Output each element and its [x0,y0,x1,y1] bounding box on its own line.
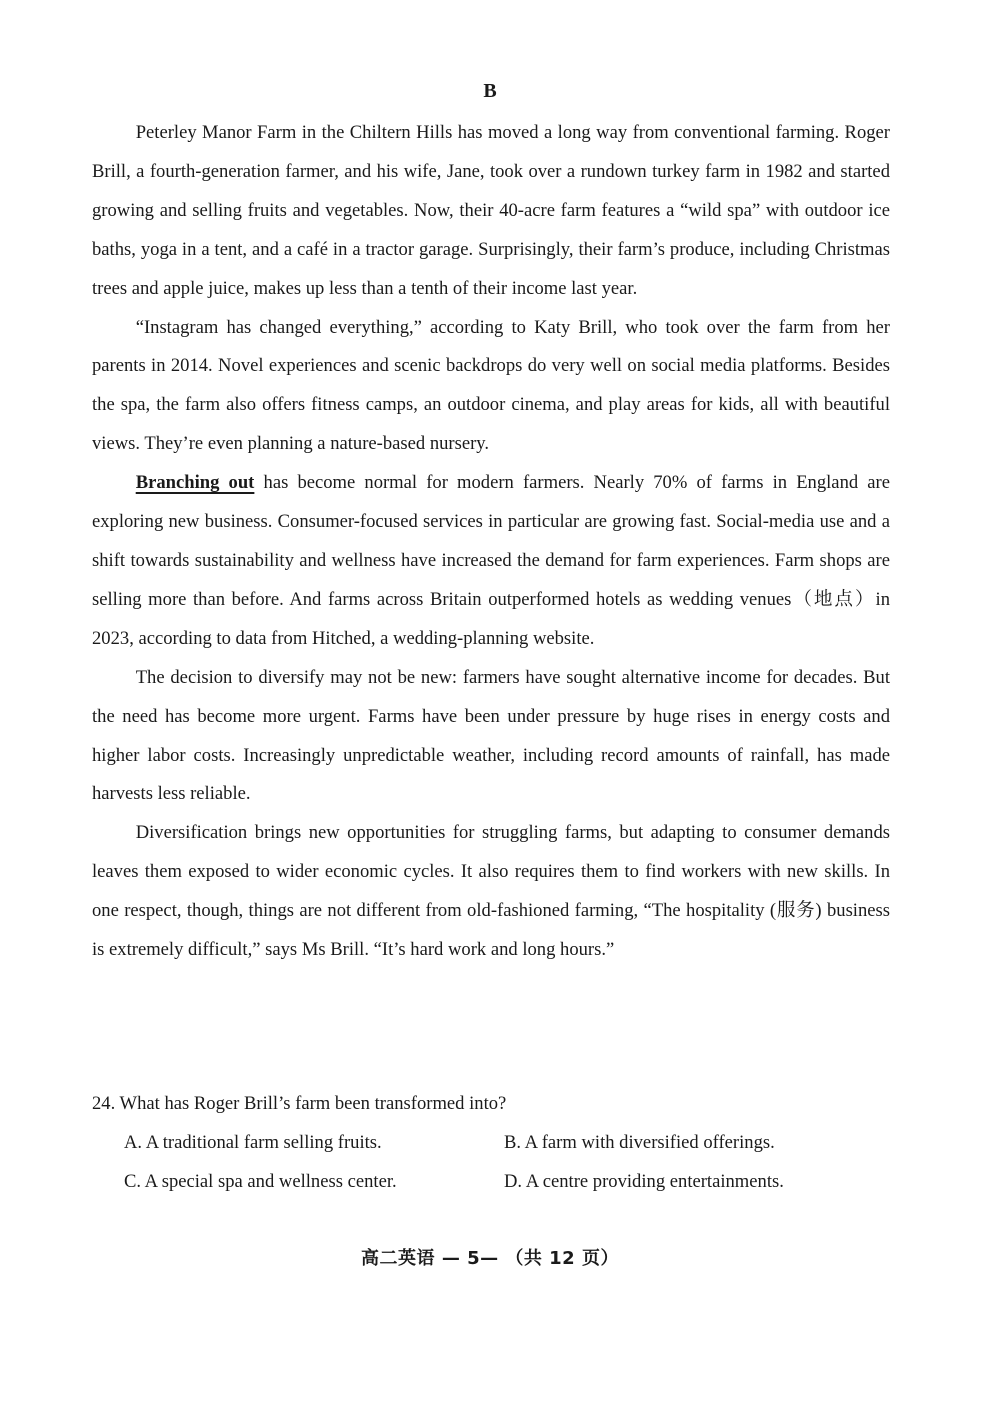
passage-paragraph-3 [92,464,890,659]
reading-passage [92,114,890,970]
question-24 [92,1085,892,1123]
options-row-2 [124,1162,884,1201]
underlined-phrase: Branching out [135,472,255,494]
question-stem: 24. What has Roger Brill’s farm been transformed into? [92,1093,507,1114]
passage-paragraph-2: “Instagram has changed everything,” according to Katy Brill, who took over the farm from her parents in 2014. Novel experiences and scenic backdrops do very well on social media platforms. Besides the spa, the farm also offers fitness camps, an outdoor cinema, and play areas for kids, all with beautiful views. They’re even planning a nature-based nursery. [92,316,890,455]
options-row-1 [124,1123,884,1162]
option-c[interactable]: C. A special spa and wellness center. [124,1171,397,1192]
passage-paragraph-4: The decision to diversify may not be new: farmers have sought alternative income for decades. But the need has become more urgent. Farms have been under pressure by huge rises in energy costs and higher labor costs. Increasingly unpredictable weather, including record amounts of rainfall, has made harvests less reliable. [92,666,890,805]
section-heading: B [483,80,497,102]
page-footer: 高二英语 — 5— （共 12 页） [361,1248,619,1269]
option-d[interactable]: D. A centre providing entertainments. [504,1171,784,1192]
passage-paragraph-1: Peterley Manor Farm in the Chiltern Hills has moved a long way from conventional farming. Roger Brill, a fourth-generation farmer, and his wife, Jane, took over a rundown turkey farm in 1982 and started growing and selling fruits and vegetables. Now, their 40-acre farm features a “wild spa” with outdoor ice baths, yoga in a tent, and a café in a tractor garage. Surprisingly, their farm’s produce, including Christmas trees and apple juice, makes up less than a tenth of their income last year. [92,122,890,299]
answer-options [124,1123,884,1201]
option-a[interactable]: A. A traditional farm selling fruits. [124,1132,382,1153]
paragraph-3-text: has become normal for modern farmers. Nearly 70% of farms in England are exploring new business. Consumer-focused services in particular are growing fast. Social-media use and a shift towards sustainability and wellness have increased the demand for farm experiences. Farm shops are selling more than before. And farms across Britain outperformed hotels as wedding venues（地点）in 2023, according to data from Hitched, a wedding-planning website. [92,472,890,649]
passage-paragraph-5: Diversification brings new opportunities for struggling farms, but adapting to consumer demands leaves them exposed to wider economic cycles. It also requires them to find workers with new skills. In one respect, though, things are not different from old-fashioned farming, “The hospitality (服务) business is extremely difficult,” says Ms Brill. “It’s hard work and long hours.” [92,822,890,961]
option-b[interactable]: B. A farm with diversified offerings. [504,1132,775,1153]
